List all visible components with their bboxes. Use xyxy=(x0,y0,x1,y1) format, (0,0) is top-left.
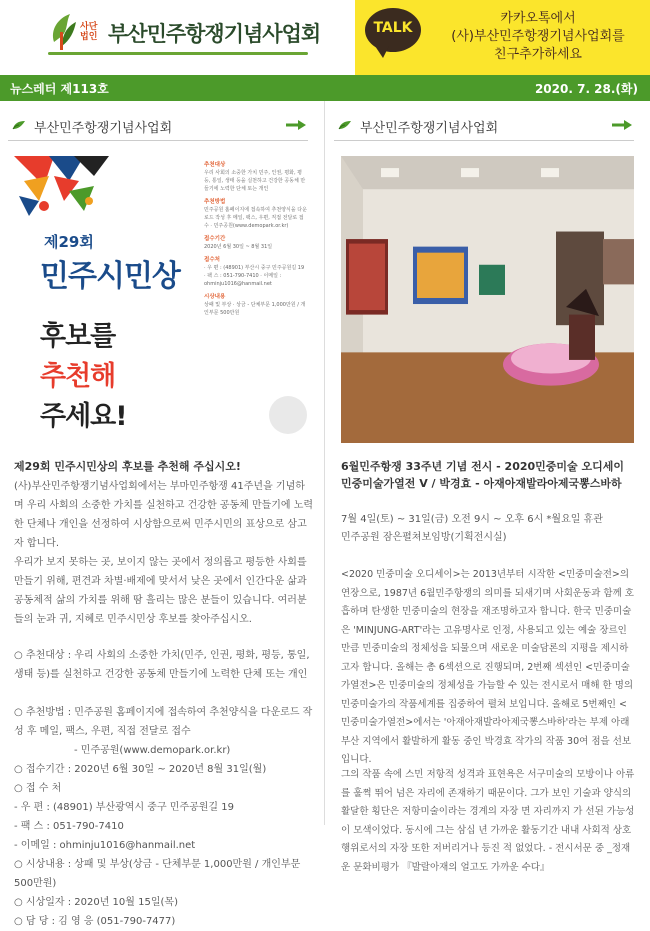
article-paragraph: <2020 민중미술 오디세이>는 2013년부터 시작한 <민중미술전>의 연장으로, 1987년 6월민주항쟁의 의미를 되새기며 사회운동과 함께 호흡하며 탄생한 민중미술의 현장을 재조명하고자 합니다. 한국 민중미술은 'MINJUNG-ART'라는 고유명사로 인정, 사용되고 있는 예술 장르인 만큼 민중미술의 정체성을 되물으며 새로운 미술담론의 지평을 제시하고자 합니다. 올해는 총 6섹션으로 진행되며, 2번째 섹션인 <민중미술가열전>은 민중미술의 정체성을 가늠할 수 있는 전시로서 매해 한 명의 민중미술가의 작품세계를 집중하여 펼쳐 보입니다. 올해로 5번째인 <민중미술가열전>에서는 '아재아재발라아제국뽕스바하'라는 부제 아래 부산 지역에서 활발하게 활동 중인 박경효 작가의 작품 30여 점을 선보입니다. xyxy=(341,569,634,765)
issue-date: 2020. 7. 28.(화) xyxy=(534,82,638,96)
article-title[interactable]: 6월민주항쟁 33주년 기념 전시 - 2020민중미술 오디세이 민중미술가열전 Ⅴ / 박경효 - 아재아재발라아제국뽕스바하 xyxy=(341,460,625,490)
logo-subtitle: 사단 법인 xyxy=(80,22,98,42)
info-date: ○ 시상일자 : 2020년 10월 15일(목) xyxy=(14,897,178,908)
exhibition-info: 7월 4일(토) ~ 31일(금) 오전 9시 ~ 오후 6시 *월요일 휴관 민주공원 잠은펼쳐보임방(기획전시실) xyxy=(341,514,603,543)
info-award: ○ 시상내용 : 상패 및 부상(상금 - 단체부문 1,000만원 / 개인부문 500만원) xyxy=(14,859,301,889)
article-paragraph: (사)부산민주항쟁기념사업회에서는 부마민주항쟁 41주년을 기념하며 우리 사회의 소중한 가치를 실천하고 건강한 공동체 만들기에 노력한 단체나 개인을 선정하여 시상함으로써 민주시민의 표상으로 삼고자 합니다. xyxy=(14,481,314,549)
article-title[interactable]: 제29회 민주시민상의 후보를 추천해 주십시오! xyxy=(14,460,241,473)
poster-award-name: 민주시민상 xyxy=(40,259,180,294)
section-header-left xyxy=(8,111,308,141)
poster-line-3: 주세요! xyxy=(40,401,127,432)
arrow-right-icon[interactable] xyxy=(286,120,306,130)
talk-label: TALK xyxy=(373,20,413,36)
info-method: ○ 추천방법 : 민주공원 홈페이지에 접속하여 추천양식을 다운로드 작성 후 메일, 팩스, 우편, 직접 전달로 접수 xyxy=(14,707,313,737)
section-header-right xyxy=(334,111,634,141)
info-period: ○ 접수기간 : 2020년 6월 30일 ~ 2020년 8월 31일(월) xyxy=(14,764,267,775)
poster-line-2: 추천해 xyxy=(40,361,116,392)
exhibition-photo[interactable] xyxy=(341,156,634,443)
poster-stamp xyxy=(269,396,307,434)
poster-number: 제29회 xyxy=(44,233,94,251)
newsletter-header xyxy=(0,0,650,75)
info-mail: - 우 편 : (48901) 부산광역시 중구 민주공원길 19 xyxy=(14,802,234,813)
issue-bar xyxy=(0,75,650,101)
flower-illustration xyxy=(14,156,109,226)
award-poster[interactable] xyxy=(14,156,307,443)
section-title: 부산민주항쟁기념사업회 xyxy=(34,121,173,136)
logo-icon xyxy=(48,12,78,52)
info-email[interactable]: - 이메일 : ohminju1016@hanmail.net xyxy=(14,840,196,851)
info-receiver: ○ 접 수 처 xyxy=(14,783,62,794)
poster-details: 추천대상 우리 사회의 소중한 가치 민주, 인권, 평화, 평등, 통일, 생태 등을 실천하고 건강한 공동체 만들기에 노력한 단체 또는 개인 추천방법 민주공원 홈페이지에 접속하여 추천양식을 다운로드 작성 후 메일, 팩스, 우편, 직접 전달로 접수 · 민주공원(www.demopark.or.kr) 접수기간 2020년 6월 30일 ~ 8월 31일 접수처 · 우 편 : (48901) 부산시 중구 민주공원길 19 · 팩 스 : 051-790-7410 · 이메일 : ohminju1016@hanmail.net 시상내용 상패 및 부상 · 상금 - 단체부문 1,000만원 / 개인부문 500만원 xyxy=(204,162,307,316)
leaf-icon xyxy=(338,120,352,130)
leaf-icon xyxy=(12,120,26,130)
article-paragraph: 그의 작품 속에 스민 저항적 성격과 표현욕은 서구미술의 모방이나 아류를 훌쩍 뛰어 넘은 자리에 존재하기 때문이다. 그가 보인 기술과 양식의 활달한 횡단은 저항미술이라는 경계의 자장 면 자리까지 가 선된 가능성이 모색이었다. 동시에 그는 삼십 년 가까운 활동기간 내내 사회적 상호 행위로서의 자장 또한 저버리거나 등진 적 없었다. - 전시서문 중 _정재운 문화비평가 『발랄아재의 얼고도 가까운 수다』 xyxy=(341,769,635,873)
arrow-right-icon[interactable] xyxy=(612,120,632,130)
kakao-message: 카카오톡에서 (사)부산민주항쟁기념사업회를 친구추가하세요 xyxy=(451,11,625,62)
section-title: 부산민주항쟁기념사업회 xyxy=(360,121,499,136)
info-target: ○ 추천대상 : 우리 사회의 소중한 가치(민주, 인권, 평화, 평등, 통일, 생태 등)를 실천하고 건강한 공동체 만들기에 노력한 단체 또는 개인 xyxy=(14,650,310,680)
logo-title: 부산민주항쟁기념사업회 xyxy=(108,22,321,46)
issue-number: 뉴스레터 제113호 xyxy=(10,82,109,96)
kakao-talk-icon-tail xyxy=(375,46,389,58)
left-column xyxy=(0,101,325,927)
info-contact: ○ 담 당 : 김 영 응 (051-790-7477) xyxy=(14,916,176,927)
logo-underline xyxy=(48,52,308,55)
article-paragraph: 우리가 보지 못하는 곳, 보이지 않는 곳에서 정의롭고 평등한 사회를 만들기 위해, 편견과 차별·배제에 맞서서 낮은 곳에서 인간다운 삶과 공동체적 삶의 가치를 위해 땀 흘리는 많은 분들이 있습니다. 여러분들의 눈과 귀, 지혜로 민주시민상 후보를 찾아주십시오. xyxy=(14,557,307,625)
logo[interactable] xyxy=(0,0,355,75)
poster-line-1: 후보를 xyxy=(40,321,116,352)
info-fax: - 팩 스 : 051-790-7410 xyxy=(14,821,124,832)
kakao-banner[interactable] xyxy=(355,0,650,75)
info-method-link[interactable]: - 민주공원(www.demopark.or.kr) xyxy=(74,745,231,756)
right-column xyxy=(326,101,650,873)
